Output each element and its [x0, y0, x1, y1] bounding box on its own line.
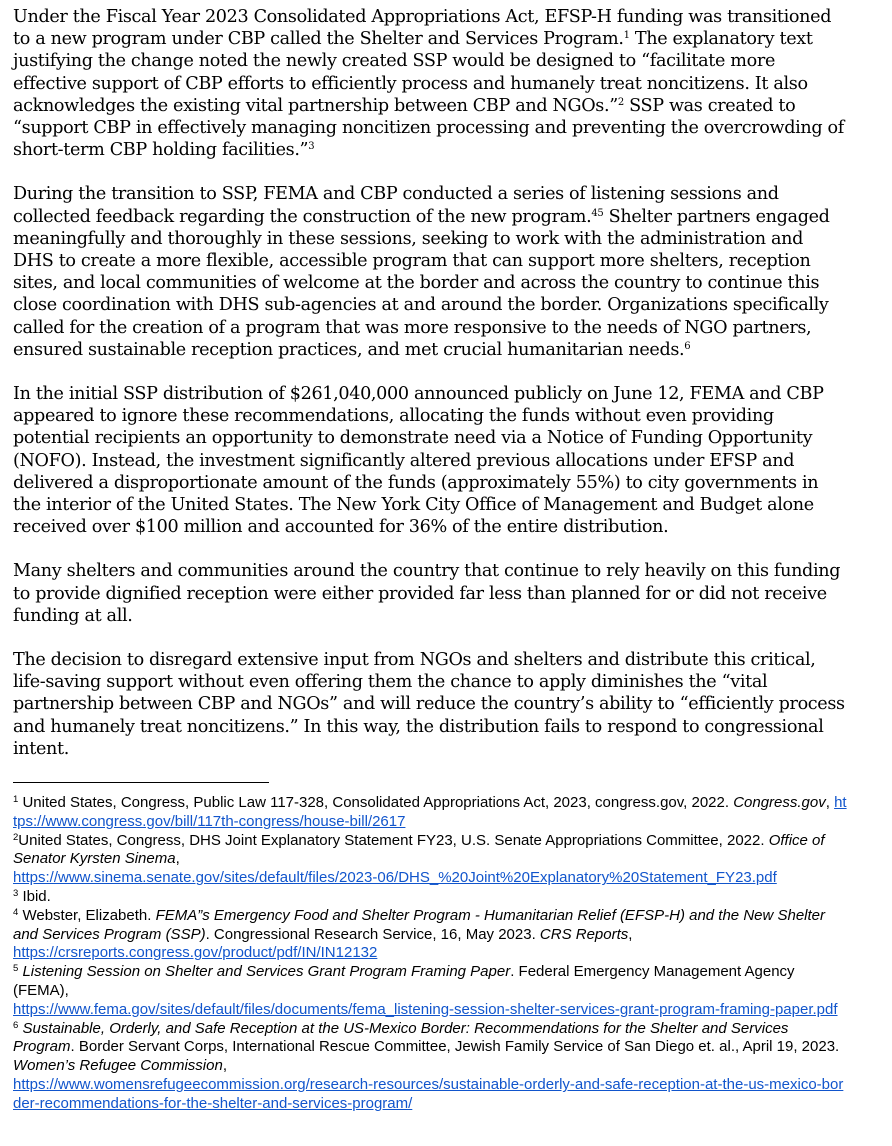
footnote-source: CRS Reports [539, 925, 629, 943]
paragraph-text: SSP was created to “support CBP in effectively managing noncitizen processing and preventing the overcrowding of short-term CBP holding facilities.” [13, 95, 844, 161]
footnote-number: 6 [13, 1019, 19, 1031]
footnote-3 [13, 888, 848, 907]
footnote-link[interactable]: https://www.womensrefugeecommission.org/research-resources/sustainable-orderly-and-safe-reception-at-the-us-mexico-border-recommendations-for-the-shelter-and-services-program/ [13, 1076, 844, 1112]
footnote-number: 5 [13, 963, 19, 975]
footnote-ref[interactable]: 6 [684, 340, 691, 352]
footnote-text: . Congressional Research Service, 16, May 2023. [205, 925, 540, 943]
footnote-separator: , [175, 850, 180, 868]
footnote-source: Office of Senator Kyrsten Sinema [13, 831, 825, 868]
footnote-text: Ibid. [18, 888, 51, 906]
footnote-text: Webster, Elizabeth. [18, 906, 156, 924]
footnote-text: . Border Servant Corps, International Rescue Committee, Jewish Family Service of San Diego et. al., April 19, 2023. [70, 1038, 840, 1056]
footnote-1 [13, 794, 848, 832]
footnote-number: 2 [13, 831, 19, 843]
footnote-title: Listening Session on Shelter and Services Grant Program Framing Paper [18, 963, 511, 981]
footnote-separator: , [628, 925, 633, 943]
paragraph-1 [13, 6, 848, 161]
footnote-ref[interactable]: 3 [308, 141, 315, 153]
footnote-source: Congress.gov [733, 794, 826, 812]
footnote-link[interactable]: https://crsreports.congress.gov/product/pdf/IN/IN12132 [13, 944, 378, 962]
footnote-text: United States, Congress, DHS Joint Explanatory Statement FY23, U.S. Senate Appropriations Committee, 2022. [18, 831, 769, 849]
footnote-ref[interactable]: 1 [623, 30, 630, 42]
footnote-divider [13, 782, 269, 783]
footnote-title: Sustainable, Orderly, and Safe Reception at the US-Mexico Border: Recommendations for the Shelter and Services Program [13, 1019, 789, 1056]
footnote-6 [13, 1020, 848, 1114]
paragraph-2 [13, 183, 848, 361]
footnote-2 [13, 832, 848, 888]
footnote-ref[interactable]: 45 [591, 207, 604, 219]
footnote-number: 3 [13, 888, 19, 900]
footnotes [13, 794, 848, 1114]
footnote-source: Women’s Refugee Commission [13, 1057, 223, 1075]
document-page [13, 6, 848, 1114]
footnote-text: . Federal Emergency Management Agency (FEMA), [13, 963, 795, 1000]
paragraph-text: Under the Fiscal Year 2023 Consolidated Appropriations Act, EFSP-H funding was transitioned to a new program under CBP called the Shelter and Services Program. [13, 7, 832, 50]
paragraph-text: The explanatory text justifying the change noted the newly created SSP would be designed to “facilitate more effective support of CBP efforts to efficiently process and humanely treat noncitizens. It also acknowledges the existing vital partnership between CBP and NGOs.” [13, 29, 813, 116]
footnote-text: United States, Congress, Public Law 117-328, Consolidated Appropriations Act, 2023, congress.gov, 2022. [18, 794, 734, 812]
footnote-link[interactable]: https://www.fema.gov/sites/default/files/documents/fema_listening-session-shelter-services-grant-program-framing-paper.pdf [13, 1000, 838, 1018]
footnote-ref[interactable]: 2 [617, 96, 624, 108]
footnote-number: 4 [13, 906, 19, 918]
footnote-link[interactable]: https://www.congress.gov/bill/117th-congress/house-bill/2617 [13, 794, 847, 830]
footnote-number: 1 [13, 794, 19, 806]
paragraph-4: Many shelters and communities around the country that continue to rely heavily on this funding to provide dignified reception were either provided far less than planned for or did not receive funding at all. [13, 561, 841, 626]
footnote-5 [13, 963, 848, 1019]
footnote-4 [13, 907, 848, 963]
paragraph-5: The decision to disregard extensive input from NGOs and shelters and distribute this critical, life-saving support without even offering them the chance to apply diminishes the “vital partnership between CBP and NGOs” and will reduce the country’s ability to “efficiently process and humanely treat noncitizens.” In this way, the distribution fails to respond to congressional intent. [13, 650, 845, 759]
paragraph-text: Shelter partners engaged meaningfully and thoroughly in these sessions, seeking to work with the administration and DHS to create a more flexible, accessible program that can support more shelters, reception sites, and local communities of welcome at the border and across the country to continue this close coordination with DHS sub-agencies at and around the border. Organizations specifically called for the creation of a program that was more responsive to the needs of NGO partners, ensured sustainable reception practices, and met crucial humanitarian needs. [13, 206, 830, 360]
paragraph-text: During the transition to SSP, FEMA and CBP conducted a series of listening sessions and collected feedback regarding the construction of the new program. [13, 184, 779, 227]
footnote-title: FEMA”s Emergency Food and Shelter Program - Humanitarian Relief (EFSP-H) and the New Shelter and Services Program (SSP) [13, 906, 826, 943]
footnote-link[interactable]: https://www.sinema.senate.gov/sites/default/files/2023-06/DHS_%20Joint%20Explanatory%20Statement_FY23.pdf [13, 869, 777, 887]
paragraph-3: In the initial SSP distribution of $261,040,000 announced publicly on June 12, FEMA and CBP appeared to ignore these recommendations, allocating the funds without even providing potential recipients an opportunity to demonstrate need via a Notice of Funding Opportunity (NOFO). Instead, the investment significantly altered previous allocations under EFSP and delivered a disproportionate amount of the funds (approximately 55%) to city governments in the interior of the United States. The New York City Office of Management and Budget alone received over $100 million and accounted for 36% of the entire distribution. [13, 384, 824, 538]
footnote-separator: , [825, 794, 835, 812]
footnote-separator: , [222, 1057, 227, 1075]
